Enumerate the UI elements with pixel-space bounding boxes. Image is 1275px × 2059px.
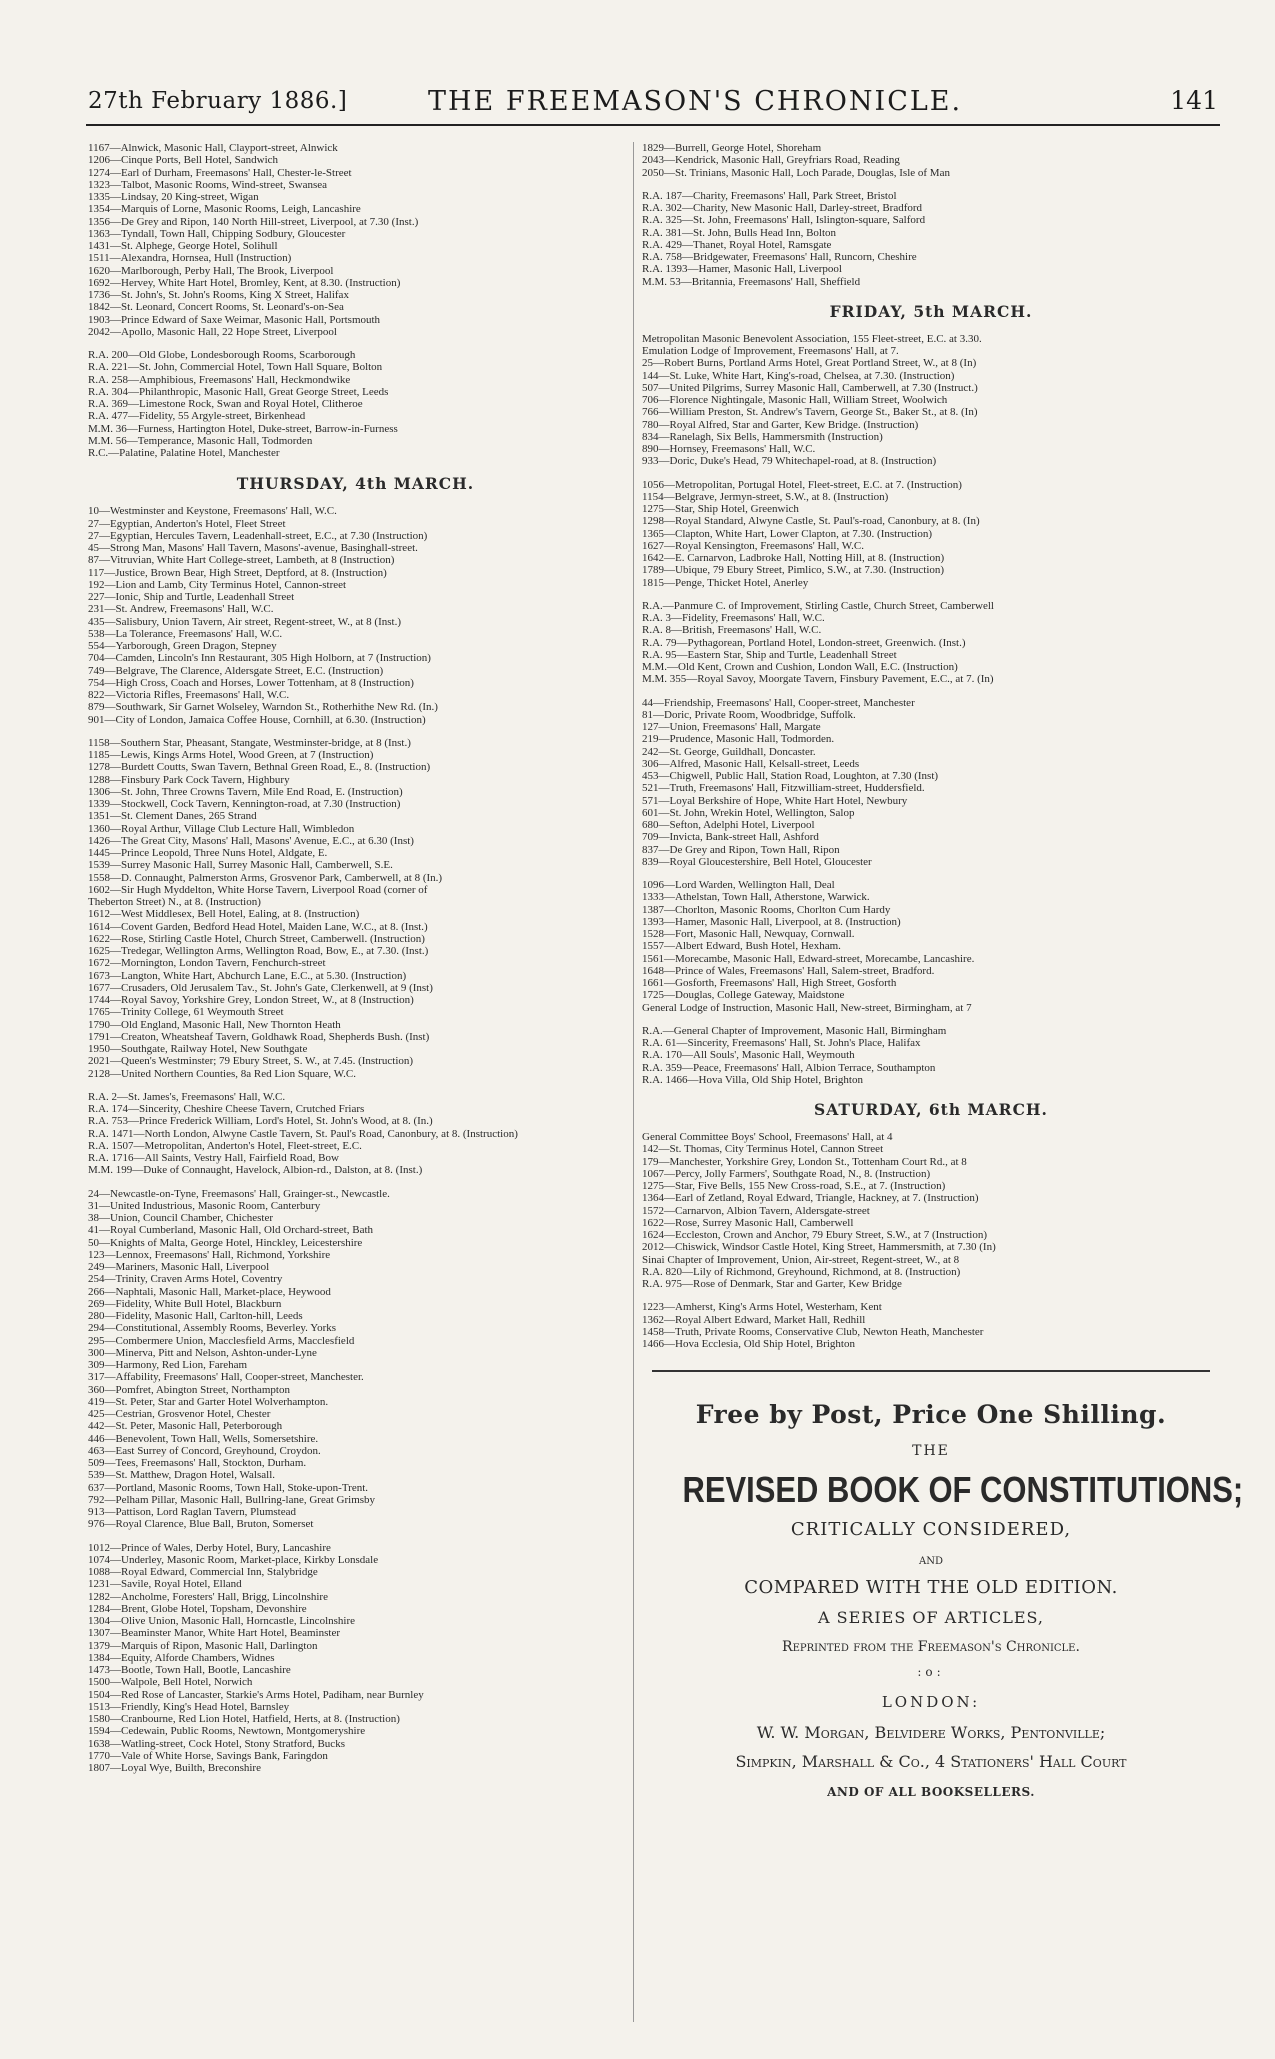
- lodge-entry: 601—St. John, Wrekin Hotel, Wellington, Salop: [642, 806, 855, 819]
- lodge-entry: 1642—E. Carnarvon, Ladbroke Hall, Notting Hill, at 8. (Instruction): [642, 552, 945, 564]
- lodge-entry: 317—Affability, Freemasons' Hall, Cooper-street, Manchester.: [88, 1371, 364, 1384]
- lodge-entry: 2043—Kendrick, Masonic Hall, Greyfriars Road, Reading: [642, 154, 900, 167]
- lodge-entry: 1561—Morecambe, Masonic Hall, Edward-street, Morecambe, Lancashire.: [642, 952, 975, 965]
- lodge-entry: 1339—Stockwell, Cock Tavern, Kennington-road, at 7.30 (Instruction): [88, 798, 401, 810]
- lodge-entry: 1625—Tredegar, Wellington Arms, Wellington Road, Bow, E., at 7.30. (Inst.): [88, 945, 429, 957]
- lodge-entry: 27—Egyptian, Hercules Tavern, Leadenhall-street, E.C., at 7.30 (Instruction): [88, 529, 428, 542]
- lodge-entry: 10—Westminster and Keystone, Freemasons' Hall, W.C.: [88, 505, 337, 518]
- lodge-entry: 1791—Creaton, Wheatsheaf Tavern, Goldhawk Road, Shepherds Bush. (Inst): [88, 1030, 430, 1043]
- lodge-entry: R.A. 369—Limestone Rock, Swan and Royal Hotel, Clitheroe: [88, 398, 363, 410]
- lodge-entry: 2050—St. Trinians, Masonic Hall, Loch Parade, Douglas, Isle of Man: [642, 166, 950, 179]
- lodge-entry: 1167—Alnwick, Masonic Hall, Clayport-street, Alnwick: [88, 142, 338, 154]
- lodge-entry: R.A. 1466—Hova Villa, Old Ship Hotel, Brighton: [642, 1073, 863, 1086]
- friday-list: [642, 333, 1220, 1086]
- lodge-entry: 1677—Crusaders, Old Jerusalem Tav., St. John's Gate, Clerkenwell, at 9 (Inst): [88, 981, 433, 994]
- lodge-entry: 242—St. George, Guildhall, Doncaster.: [642, 745, 816, 758]
- lodge-entry: 192—Lion and Lamb, City Terminus Hotel, Cannon-street: [88, 578, 347, 591]
- lodge-entry: 1304—Olive Union, Masonic Hall, Horncastle, Lincolnshire: [88, 1615, 356, 1627]
- lodge-entry: R.A.—General Chapter of Improvement, Masonic Hall, Birmingham: [642, 1024, 947, 1037]
- thursday-heading: THURSDAY, 4th MARCH.: [236, 474, 475, 494]
- lodge-entry: 2042—Apollo, Masonic Hall, 22 Hope Street, Liverpool: [88, 325, 337, 338]
- lodge-entry: R.A. 477—Fidelity, 55 Argyle-street, Birkenhead: [88, 410, 306, 423]
- lodge-entry: R.A. 359—Peace, Freemasons' Hall, Albion Terrace, Southampton: [642, 1061, 936, 1074]
- lodge-entry: 44—Friendship, Freemasons' Hall, Cooper-street, Manchester: [642, 696, 915, 709]
- lodge-entry: R.A. 200—Old Globe, Londesborough Rooms, Scarborough: [88, 349, 356, 361]
- header-rule: [86, 124, 1220, 126]
- lodge-entry: R.A. 174—Sincerity, Cheshire Cheese Tavern, Crutched Friars: [88, 1103, 365, 1115]
- thursday-list: [88, 505, 623, 1774]
- lodge-entry: 507—United Pilgrims, Surrey Masonic Hall, Camberwell, at 7.30 (Instruct.): [642, 381, 978, 394]
- lodge-entry: 554—Yarborough, Green Dragon, Stepney: [88, 640, 277, 652]
- lodge-entry: Theberton Street) N., at 8. (Instruction): [88, 896, 261, 908]
- lodge-entry: 266—Naphtali, Masonic Hall, Market-place, Heywood: [88, 1285, 331, 1298]
- lodge-entry: 1829—Burrell, George Hotel, Shoreham: [642, 142, 822, 154]
- list-gap: [642, 589, 1220, 600]
- lodge-entry: 1620—Marlborough, Perby Hall, The Brook, Liverpool: [88, 264, 334, 277]
- lodge-entry: 1807—Loyal Wye, Builth, Breconshire: [88, 1762, 261, 1774]
- lodge-entry: 280—Fidelity, Masonic Hall, Carlton-hill, Leeds: [88, 1310, 303, 1322]
- lodge-entry: 446—Benevolent, Town Hall, Wells, Somersetshire.: [88, 1432, 319, 1445]
- newspaper-title: THE FREEMASON'S CHRONICLE.: [428, 86, 963, 117]
- lodge-entry: 913—Pattison, Lord Raglan Tavern, Plumstead: [88, 1506, 297, 1518]
- lodge-entry: Metropolitan Masonic Benevolent Association, 155 Fleet-street, E.C. at 3.30.: [642, 332, 982, 345]
- lodge-entry: R.A. 302—Charity, New Masonic Hall, Darley-street, Bradford: [642, 202, 923, 214]
- lodge-entry: 1307—Beaminster Manor, White Hart Hotel, Beaminster: [88, 1627, 340, 1640]
- lodge-entry: 1363—Tyndall, Town Hall, Chipping Sodbury, Gloucester: [88, 227, 346, 240]
- list-gap: [88, 338, 623, 349]
- lodge-entry: Emulation Lodge of Improvement, Freemasons' Hall, at 7.: [642, 345, 899, 357]
- lodge-entry: 1231—Savile, Royal Hotel, Elland: [88, 1578, 242, 1591]
- lodge-entry: 1558—D. Connaught, Palmerston Arms, Grosvenor Park, Camberwell, at 8 (In.): [88, 871, 443, 884]
- lodge-entry: R.A. 304—Philanthropic, Masonic Hall, Great George Street, Leeds: [88, 385, 389, 398]
- lodge-entry: 1298—Royal Standard, Alwyne Castle, St. Paul's-road, Canonbury, at 8. (In): [642, 515, 980, 528]
- lodge-entry: 1012—Prince of Wales, Derby Hotel, Bury, Lancashire: [88, 1541, 331, 1554]
- lodge-entry: 1815—Penge, Thicket Hotel, Anerley: [642, 576, 809, 589]
- lodge-entry: 1725—Douglas, College Gateway, Maidstone: [642, 989, 845, 1002]
- lodge-entry: 309—Harmony, Red Lion, Fareham: [88, 1359, 248, 1371]
- list-gap: [642, 468, 1220, 479]
- lodge-entry: 1056—Metropolitan, Portugal Hotel, Fleet-street, E.C. at 7. (Instruction): [642, 478, 962, 491]
- lodge-entry: R.A. 975—Rose of Denmark, Star and Garter, Kew Bridge: [642, 1278, 902, 1290]
- lodge-entry: 306—Alfred, Masonic Hall, Kelsall-street, Leeds: [642, 757, 860, 770]
- lodge-entry: 117—Justice, Brown Bear, High Street, Deptford, at 8. (Instruction): [88, 566, 387, 579]
- lodge-entry: 754—High Cross, Coach and Horses, Lower Tottenham, at 8 (Instruction): [88, 676, 414, 689]
- lodge-entry: R.A. 820—Lily of Richmond, Greyhound, Richmond, at 8. (Instruction): [642, 1265, 961, 1278]
- lodge-entry: 1445—Prince Leopold, Three Nuns Hotel, Aldgate, E.: [88, 847, 328, 859]
- lodge-entry: R.A. 1507—Metropolitan, Anderton's Hotel, Fleet-street, E.C.: [88, 1139, 362, 1152]
- lodge-entry: 453—Chigwell, Public Hall, Station Road, Loughton, at 7.30 (Inst): [642, 770, 939, 782]
- advert-booksellers: AND OF ALL BOOKSELLERS.: [827, 1785, 1035, 1800]
- lodge-entry: 837—De Grey and Ripon, Town Hall, Ripon: [642, 843, 840, 856]
- list-gap: [642, 868, 1220, 879]
- lodge-entry: 1356—De Grey and Ripon, 140 North Hill-street, Liverpool, at 7.30 (Inst.): [88, 215, 419, 228]
- lodge-entry: 269—Fidelity, White Bull Hotel, Blackburn: [88, 1297, 282, 1310]
- wednesday-list-continued: [88, 142, 623, 459]
- lodge-entry: M.M.—Old Kent, Crown and Cushion, London Wall, E.C. (Instruction): [642, 661, 958, 673]
- lodge-entry: 1528—Fort, Masonic Hall, Newquay, Cornwall.: [642, 928, 855, 940]
- lodge-entry: 1351—St. Clement Danes, 265 Strand: [88, 810, 257, 823]
- lodge-entry: 1282—Ancholme, Foresters' Hall, Brigg, Lincolnshire: [88, 1590, 328, 1603]
- lodge-entry: 680—Sefton, Adelphi Hotel, Liverpool: [642, 819, 815, 831]
- lodge-entry: 45—Strong Man, Masons' Hall Tavern, Masons'-avenue, Basinghall-street.: [88, 542, 418, 554]
- saturday-heading: SATURDAY, 6th MARCH.: [814, 1100, 1048, 1119]
- lodge-entry: 1789—Ubique, 79 Ebury Street, Pimlico, S.W., at 7.30. (Instruction): [642, 564, 945, 577]
- lodge-entry: 780—Royal Alfred, Star and Garter, Kew Bridge. (Instruction): [642, 418, 919, 431]
- lodge-entry: 1379—Marquis of Ripon, Masonic Hall, Darlington: [88, 1639, 318, 1652]
- lodge-entry: 1384—Equity, Alforde Chambers, Widnes: [88, 1651, 275, 1664]
- page-number: 141: [1170, 86, 1218, 115]
- lodge-entry: 27—Egyptian, Anderton's Hotel, Fleet Street: [88, 517, 286, 530]
- right-column: [642, 142, 1244, 1800]
- issue-date: 27th February 1886.]: [88, 88, 348, 114]
- advert-series: A SERIES OF ARTICLES,: [817, 1608, 1044, 1628]
- lodge-entry: 1365—Clapton, White Hart, Lower Clapton, at 7.30. (Instruction): [642, 527, 933, 540]
- lodge-entry: 1354—Marquis of Lorne, Masonic Rooms, Leigh, Lancashire: [88, 203, 361, 216]
- lodge-entry: R.A. 187—Charity, Freemasons' Hall, Park Street, Bristol: [642, 189, 897, 202]
- lodge-entry: 144—St. Luke, White Hart, King's-road, Chelsea, at 7.30. (Instruction): [642, 369, 955, 382]
- lodge-entry: 2012—Chiswick, Windsor Castle Hotel, King Street, Hammersmith, at 7.30 (In): [642, 1241, 996, 1254]
- lodge-entry: 822—Victoria Rifles, Freemasons' Hall, W.C.: [88, 689, 290, 701]
- lodge-entry: 704—Camden, Lincoln's Inn Restaurant, 305 High Holborn, at 7 (Instruction): [88, 652, 431, 665]
- lodge-entry: 1624—Eccleston, Crown and Anchor, 79 Ebury Street, S.W., at 7 (Instruction): [642, 1229, 987, 1241]
- lodge-entry: R.A. 1393—Hamer, Masonic Hall, Liverpool: [642, 263, 842, 276]
- lodge-entry: 1648—Prince of Wales, Freemasons' Hall, Salem-street, Bradford.: [642, 964, 935, 977]
- lodge-entry: 1288—Finsbury Park Cock Tavern, Highbury: [88, 773, 290, 786]
- lodge-entry: 890—Hornsey, Freemasons' Hall, W.C.: [642, 443, 816, 455]
- lodge-entry: R.A. 381—St. John, Bulls Head Inn, Bolton: [642, 226, 837, 239]
- lodge-entry: 1673—Langton, White Hart, Abchurch Lane, E.C., at 5.30. (Instruction): [88, 969, 407, 982]
- lodge-entry: 24—Newcastle-on-Tyne, Freemasons' Hall, Grainger-st., Newcastle.: [88, 1187, 390, 1200]
- lodge-entry: 1736—St. John's, St. John's Rooms, King X Street, Halifax: [88, 289, 349, 301]
- lodge-entry: 1088—Royal Edward, Commercial Inn, Stalybridge: [88, 1566, 318, 1578]
- list-gap: [88, 726, 623, 737]
- lodge-entry: 637—Portland, Masonic Rooms, Town Hall, Stoke-upon-Trent.: [88, 1481, 369, 1494]
- lodge-entry: R.A. 429—Thanet, Royal Hotel, Ramsgate: [642, 238, 832, 251]
- lodge-entry: 1096—Lord Warden, Wellington Hall, Deal: [642, 879, 835, 891]
- lodge-entry: R.A. 79—Pythagorean, Portland Hotel, London-street, Greenwich. (Inst.): [642, 636, 966, 649]
- saturday-list: [642, 1131, 1220, 1350]
- lodge-entry: 834—Ranelagh, Six Bells, Hammersmith (Instruction): [642, 430, 883, 443]
- lodge-entry: 231—St. Andrew, Freemasons' Hall, W.C.: [88, 603, 274, 616]
- lodge-entry: 1274—Earl of Durham, Freemasons' Hall, Chester-le-Street: [88, 166, 352, 179]
- lodge-entry: 425—Cestrian, Grosvenor Hotel, Chester: [88, 1408, 271, 1420]
- advertisement: [642, 1370, 1244, 1800]
- list-gap: [642, 179, 1220, 190]
- lodge-entry: M.M. 53—Britannia, Freemasons' Hall, Sheffield: [642, 275, 861, 288]
- lodge-entry: R.A. 258—Amphibious, Freemasons' Hall, Heckmondwike: [88, 373, 351, 386]
- advert-publisher-simpkin: Simpkin, Marshall & Co., 4 Stationers' Hall Court: [735, 1752, 1127, 1772]
- lodge-entry: 41—Royal Cumberland, Masonic Hall, Old Orchard-street, Bath: [88, 1224, 374, 1237]
- advert-reprinted: Reprinted from the Freemason's Chronicle.: [782, 1639, 1080, 1656]
- lodge-entry: General Lodge of Instruction, Masonic Hall, New-street, Birmingham, at 7: [642, 1001, 972, 1014]
- lodge-entry: 839—Royal Gloucestershire, Bell Hotel, Gloucester: [642, 855, 872, 868]
- lodge-entry: 1513—Friendly, King's Head Hotel, Barnsley: [88, 1700, 290, 1713]
- lodge-entry: 1362—Royal Albert Edward, Market Hall, Redhill: [642, 1313, 866, 1326]
- lodge-entry: 419—St. Peter, Star and Garter Hotel Wolverhampton.: [88, 1395, 329, 1408]
- lodge-entry: 879—Southwark, Sir Garnet Wolseley, Warndon St., Rotherhithe New Rd. (In.): [88, 701, 438, 714]
- lodge-entry: R.A. 2—St. James's, Freemasons' Hall, W.C.: [88, 1090, 286, 1103]
- left-column: [88, 142, 623, 1774]
- lodge-entry: 709—Invicta, Bank-street Hall, Ashford: [642, 831, 819, 844]
- lodge-entry: 1458—Truth, Private Rooms, Conservative Club, Newton Heath, Manchester: [642, 1325, 984, 1338]
- lodge-entry: 1426—The Great City, Masons' Hall, Masons' Avenue, E.C., at 6.30 (Inst): [88, 834, 414, 847]
- lodge-entry: 1638—Watling-street, Cock Hotel, Stony Stratford, Bucks: [88, 1737, 345, 1750]
- lodge-entry: 81—Doric, Private Room, Woodbridge, Suffolk.: [642, 708, 856, 721]
- lodge-entry: 1539—Surrey Masonic Hall, Surrey Masonic Hall, Camberwell, S.E.: [88, 859, 393, 872]
- lodge-entry: 792—Pelham Pillar, Masonic Hall, Bullring-lane, Great Grimsby: [88, 1493, 376, 1506]
- column-divider: [633, 142, 634, 2022]
- advert-and: AND: [919, 1556, 943, 1568]
- thursday-list-continued: [642, 142, 1220, 288]
- lodge-entry: R.A. 61—Sincerity, Freemasons' Hall, St. John's Place, Halifax: [642, 1037, 921, 1049]
- lodge-entry: 1306—St. John, Three Crowns Tavern, Mile End Road, E. (Instruction): [88, 785, 403, 798]
- lodge-entry: R.A. 95—Eastern Star, Ship and Turtle, Leadenhall Street: [642, 648, 897, 661]
- lodge-entry: 1903—Prince Edward of Saxe Weimar, Masonic Hall, Portsmouth: [88, 313, 381, 326]
- lodge-entry: 1790—Old England, Masonic Hall, New Thornton Heath: [88, 1018, 341, 1031]
- lodge-entry: 1074—Underley, Masonic Room, Market-place, Kirkby Lonsdale: [88, 1553, 379, 1566]
- lodge-entry: 1692—Hervey, White Hart Hotel, Bromley, Kent, at 8.30. (Instruction): [88, 276, 401, 289]
- lodge-entry: 1393—Hamer, Masonic Hall, Liverpool, at 8. (Instruction): [642, 915, 901, 928]
- list-gap: [642, 1290, 1220, 1301]
- lodge-entry: 1284—Brent, Globe Hotel, Topsham, Devonshire: [88, 1602, 307, 1615]
- lodge-entry: 1335—Lindsay, 20 King-street, Wigan: [88, 191, 259, 203]
- lodge-entry: 254—Trinity, Craven Arms Hotel, Coventry: [88, 1273, 283, 1286]
- lodge-entry: 539—St. Matthew, Dragon Hotel, Walsall.: [88, 1469, 276, 1482]
- lodge-entry: 2128—United Northern Counties, 8a Red Lion Square, W.C.: [88, 1067, 356, 1080]
- lodge-entry: R.A. 1471—North London, Alwyne Castle Tavern, St. Paul's Road, Canonbury, at 8. (Instruction): [88, 1127, 518, 1140]
- lodge-entry: 1387—Chorlton, Masonic Rooms, Chorlton Cum Hardy: [642, 903, 891, 916]
- lodge-entry: 127—Union, Freemasons' Hall, Margate: [642, 721, 821, 733]
- lodge-entry: 571—Loyal Berkshire of Hope, White Hart Hotel, Newbury: [642, 794, 908, 807]
- lodge-entry: 1158—Southern Star, Pheasant, Stangate, Westminster-bridge, at 8 (Inst.): [88, 736, 411, 749]
- list-gap: [88, 1080, 623, 1091]
- lodge-entry: M.M. 199—Duke of Connaught, Havelock, Albion-rd., Dalston, at 8. (Inst.): [88, 1164, 423, 1177]
- lodge-entry: 123—Lennox, Freemasons' Hall, Richmond, Yorkshire: [88, 1248, 331, 1261]
- lodge-entry: 227—Ionic, Ship and Turtle, Leadenhall Street: [88, 591, 295, 603]
- lodge-entry: R.A. 170—All Souls', Masonic Hall, Weymouth: [642, 1049, 855, 1062]
- lodge-entry: R.A. 221—St. John, Commercial Hotel, Town Hall Square, Bolton: [88, 361, 383, 374]
- lodge-entry: 25—Robert Burns, Portland Arms Hotel, Great Portland Street, W., at 8 (In): [642, 357, 977, 370]
- lodge-entry: 521—Truth, Freemasons' Hall, Fitzwilliam-street, Huddersfield.: [642, 782, 925, 795]
- advert-ornament: :o:: [917, 1665, 945, 1680]
- lodge-entry: 766—William Preston, St. Andrew's Tavern, George St., Baker St., at 8. (In): [642, 406, 978, 419]
- list-gap: [642, 1014, 1220, 1025]
- lodge-entry: 1765—Trinity College, 61 Weymouth Street: [88, 1006, 284, 1019]
- lodge-entry: 1278—Burdett Coutts, Swan Tavern, Bethnal Green Road, E., 8. (Instruction): [88, 761, 431, 774]
- lodge-entry: 38—Union, Council Chamber, Chichester: [88, 1212, 274, 1224]
- list-gap: [88, 1177, 623, 1188]
- lodge-entry: 1206—Cinque Ports, Bell Hotel, Sandwich: [88, 154, 279, 167]
- page-header: [88, 78, 1218, 118]
- lodge-entry: 749—Belgrave, The Clarence, Aldersgate Street, E.C. (Instruction): [88, 664, 384, 677]
- lodge-entry: 1360—Royal Arthur, Village Club Lecture Hall, Wimbledon: [88, 822, 355, 835]
- advert-compared: COMPARED WITH THE OLD EDITION.: [744, 1577, 1118, 1599]
- lodge-entry: R.A.—Panmure C. of Improvement, Stirling Castle, Church Street, Camberwell: [642, 599, 994, 612]
- advert-london: LONDON:: [881, 1693, 981, 1712]
- lodge-entry: 1223—Amherst, King's Arms Hotel, Westerham, Kent: [642, 1301, 882, 1314]
- lodge-entry: R.A. 1716—All Saints, Vestry Hall, Fairfield Road, Bow: [88, 1152, 339, 1164]
- advert-headline: Free by Post, Price One Shilling.: [695, 1400, 1167, 1430]
- lodge-entry: 706—Florence Nightingale, Masonic Hall, William Street, Woolwich: [642, 394, 948, 406]
- lodge-entry: 1594—Cedewain, Public Rooms, Newtown, Montgomeryshire: [88, 1725, 366, 1738]
- lodge-entry: R.A. 3—Fidelity, Freemasons' Hall, W.C.: [642, 612, 825, 624]
- lodge-entry: R.A. 758—Bridgewater, Freemasons' Hall, Runcorn, Cheshire: [642, 251, 917, 263]
- lodge-entry: 442—St. Peter, Masonic Hall, Peterborough: [88, 1420, 283, 1433]
- lodge-entry: 1185—Lewis, Kings Arms Hotel, Wood Green, at 7 (Instruction): [88, 749, 374, 761]
- lodge-entry: 1067—Percy, Jolly Farmers', Southgate Road, N., 8. (Instruction): [642, 1167, 931, 1180]
- lodge-entry: 1557—Albert Edward, Bush Hotel, Hexham.: [642, 940, 841, 953]
- lodge-entry: 1622—Rose, Stirling Castle Hotel, Church Street, Camberwell. (Instruction): [88, 932, 425, 945]
- list-gap: [642, 686, 1220, 697]
- lodge-entry: 933—Doric, Duke's Head, 79 Whitechapel-road, at 8. (Instruction): [642, 455, 937, 468]
- lodge-entry: 1950—Southgate, Railway Hotel, New Southgate: [88, 1043, 308, 1055]
- lodge-entry: M.M. 355—Royal Savoy, Moorgate Tavern, Finsbury Pavement, E.C., at 7. (In): [642, 673, 994, 686]
- lodge-entry: 249—Mariners, Masonic Hall, Liverpool: [88, 1261, 270, 1273]
- advert-book-title: REVISED BOOK OF CONSTITUTIONS;: [682, 1469, 1244, 1511]
- advert-rule: [652, 1370, 1210, 1372]
- lodge-entry: 1580—Cranbourne, Red Lion Hotel, Hatfield, Herts, at 8. (Instruction): [88, 1713, 400, 1725]
- advert-critically: CRITICALLY CONSIDERED,: [790, 1519, 1072, 1541]
- lodge-entry: 360—Pomfret, Abington Street, Northampton: [88, 1383, 290, 1396]
- lodge-entry: 31—United Industrious, Masonic Room, Canterbury: [88, 1199, 321, 1212]
- lodge-entry: 976—Royal Clarence, Blue Ball, Bruton, Somerset: [88, 1518, 314, 1531]
- lodge-entry: 1842—St. Leonard, Concert Rooms, St. Leonard's-on-Sea: [88, 301, 344, 314]
- lodge-entry: 1275—Star, Ship Hotel, Greenwich: [642, 503, 799, 515]
- lodge-entry: 50—Knights of Malta, George Hotel, Hinckley, Leicestershire: [88, 1236, 363, 1249]
- lodge-entry: 435—Salisbury, Union Tavern, Air street, Regent-street, W., at 8 (Inst.): [88, 615, 401, 628]
- advert-the: THE: [912, 1443, 950, 1460]
- lodge-entry: 300—Minerva, Pitt and Nelson, Ashton-under-Lyne: [88, 1346, 317, 1359]
- lodge-entry: 87—Vitruvian, White Hart College-street, Lambeth, at 8 (Instruction): [88, 554, 395, 567]
- lodge-entry: 1602—Sir Hugh Myddelton, White Horse Tavern, Liverpool Road (corner of: [88, 883, 428, 896]
- lodge-entry: 1364—Earl of Zetland, Royal Edward, Triangle, Hackney, at 7. (Instruction): [642, 1192, 979, 1205]
- lodge-entry: 1612—West Middlesex, Bell Hotel, Ealing, at 8. (Instruction): [88, 908, 360, 921]
- lodge-entry: 1323—Talbot, Masonic Rooms, Wind-street, Swansea: [88, 178, 328, 191]
- lodge-entry: 1473—Bootle, Town Hall, Bootle, Lancashire: [88, 1664, 291, 1676]
- list-gap: [88, 1531, 623, 1542]
- lodge-entry: 901—City of London, Jamaica Coffee House, Cornhill, at 6.30. (Instruction): [88, 713, 426, 726]
- lodge-entry: 1770—Vale of White Horse, Savings Bank, Faringdon: [88, 1749, 328, 1762]
- lodge-entry: 463—East Surrey of Concord, Greyhound, Croydon.: [88, 1444, 321, 1457]
- lodge-entry: Sinai Chapter of Improvement, Union, Air-street, Regent-street, W., at 8: [642, 1253, 960, 1266]
- lodge-entry: 509—Tees, Freemasons' Hall, Stockton, Durham.: [88, 1457, 307, 1469]
- lodge-entry: 1627—Royal Kensington, Freemasons' Hall, W.C.: [642, 539, 864, 552]
- lodge-entry: R.C.—Palatine, Palatine Hotel, Manchester: [88, 447, 280, 459]
- lodge-entry: R.A. 753—Prince Frederick William, Lord's Hotel, St. John's Wood, at 8. (In.): [88, 1115, 433, 1128]
- lodge-entry: 179—Manchester, Yorkshire Grey, London St., Tottenham Court Rd., at 8: [642, 1155, 967, 1168]
- lodge-entry: 1661—Gosforth, Freemasons' Hall, High Street, Gosforth: [642, 977, 897, 989]
- lodge-entry: 295—Combermere Union, Macclesfield Arms, Macclesfield: [88, 1334, 355, 1347]
- lodge-entry: 2021—Queen's Westminster; 79 Ebury Street, S. W., at 7.45. (Instruction): [88, 1055, 414, 1068]
- lodge-entry: 142—St. Thomas, City Terminus Hotel, Cannon Street: [642, 1143, 884, 1156]
- lodge-entry: 1572—Carnarvon, Albion Tavern, Aldersgate-street: [642, 1204, 870, 1217]
- advert-publisher-morgan: W. W. Morgan, Belvidere Works, Pentonville;: [756, 1723, 1106, 1743]
- lodge-entry: 294—Constitutional, Assembly Rooms, Beverley. Yorks: [88, 1322, 337, 1335]
- lodge-entry: 1511—Alexandra, Hornsea, Hull (Instruction): [88, 252, 292, 265]
- lodge-entry: M.M. 56—Temperance, Masonic Hall, Todmorden: [88, 434, 313, 447]
- lodge-entry: 1431—St. Alphege, George Hotel, Solihull: [88, 240, 278, 252]
- lodge-entry: 1504—Red Rose of Lancaster, Starkie's Arms Hotel, Padiham, near Burnley: [88, 1688, 424, 1701]
- lodge-entry: 1466—Hova Ecclesia, Old Ship Hotel, Brighton: [642, 1338, 855, 1350]
- lodge-entry: 1622—Rose, Surrey Masonic Hall, Camberwell: [642, 1216, 854, 1229]
- lodge-entry: 1614—Covent Garden, Bedford Head Hotel, Maiden Lane, W.C., at 8. (Inst.): [88, 920, 428, 933]
- lodge-entry: 219—Prudence, Masonic Hall, Todmorden.: [642, 733, 835, 746]
- lodge-entry: R.A. 8—British, Freemasons' Hall, W.C.: [642, 624, 822, 637]
- lodge-entry: 1744—Royal Savoy, Yorkshire Grey, London Street, W., at 8 (Instruction): [88, 994, 414, 1006]
- lodge-entry: General Committee Boys' School, Freemasons' Hall, at 4: [642, 1131, 893, 1143]
- lodge-entry: 538—La Tolerance, Freemasons' Hall, W.C.: [88, 627, 283, 640]
- friday-heading: FRIDAY, 5th MARCH.: [829, 301, 1033, 321]
- lodge-entry: M.M. 36—Furness, Hartington Hotel, Duke-street, Barrow-in-Furness: [88, 422, 398, 435]
- lodge-entry: 1333—Athelstan, Town Hall, Atherstone, Warwick.: [642, 891, 870, 904]
- lodge-entry: 1154—Belgrave, Jermyn-street, S.W., at 8. (Instruction): [642, 490, 889, 503]
- lodge-entry: 1275—Star, Five Bells, 155 New Cross-road, S.E., at 7. (Instruction): [642, 1180, 946, 1192]
- lodge-entry: 1500—Walpole, Bell Hotel, Norwich: [88, 1676, 253, 1689]
- lodge-entry: 1672—Mornington, London Tavern, Fenchurch-street: [88, 957, 326, 970]
- lodge-entry: R.A. 325—St. John, Freemasons' Hall, Islington-square, Salford: [642, 214, 926, 227]
